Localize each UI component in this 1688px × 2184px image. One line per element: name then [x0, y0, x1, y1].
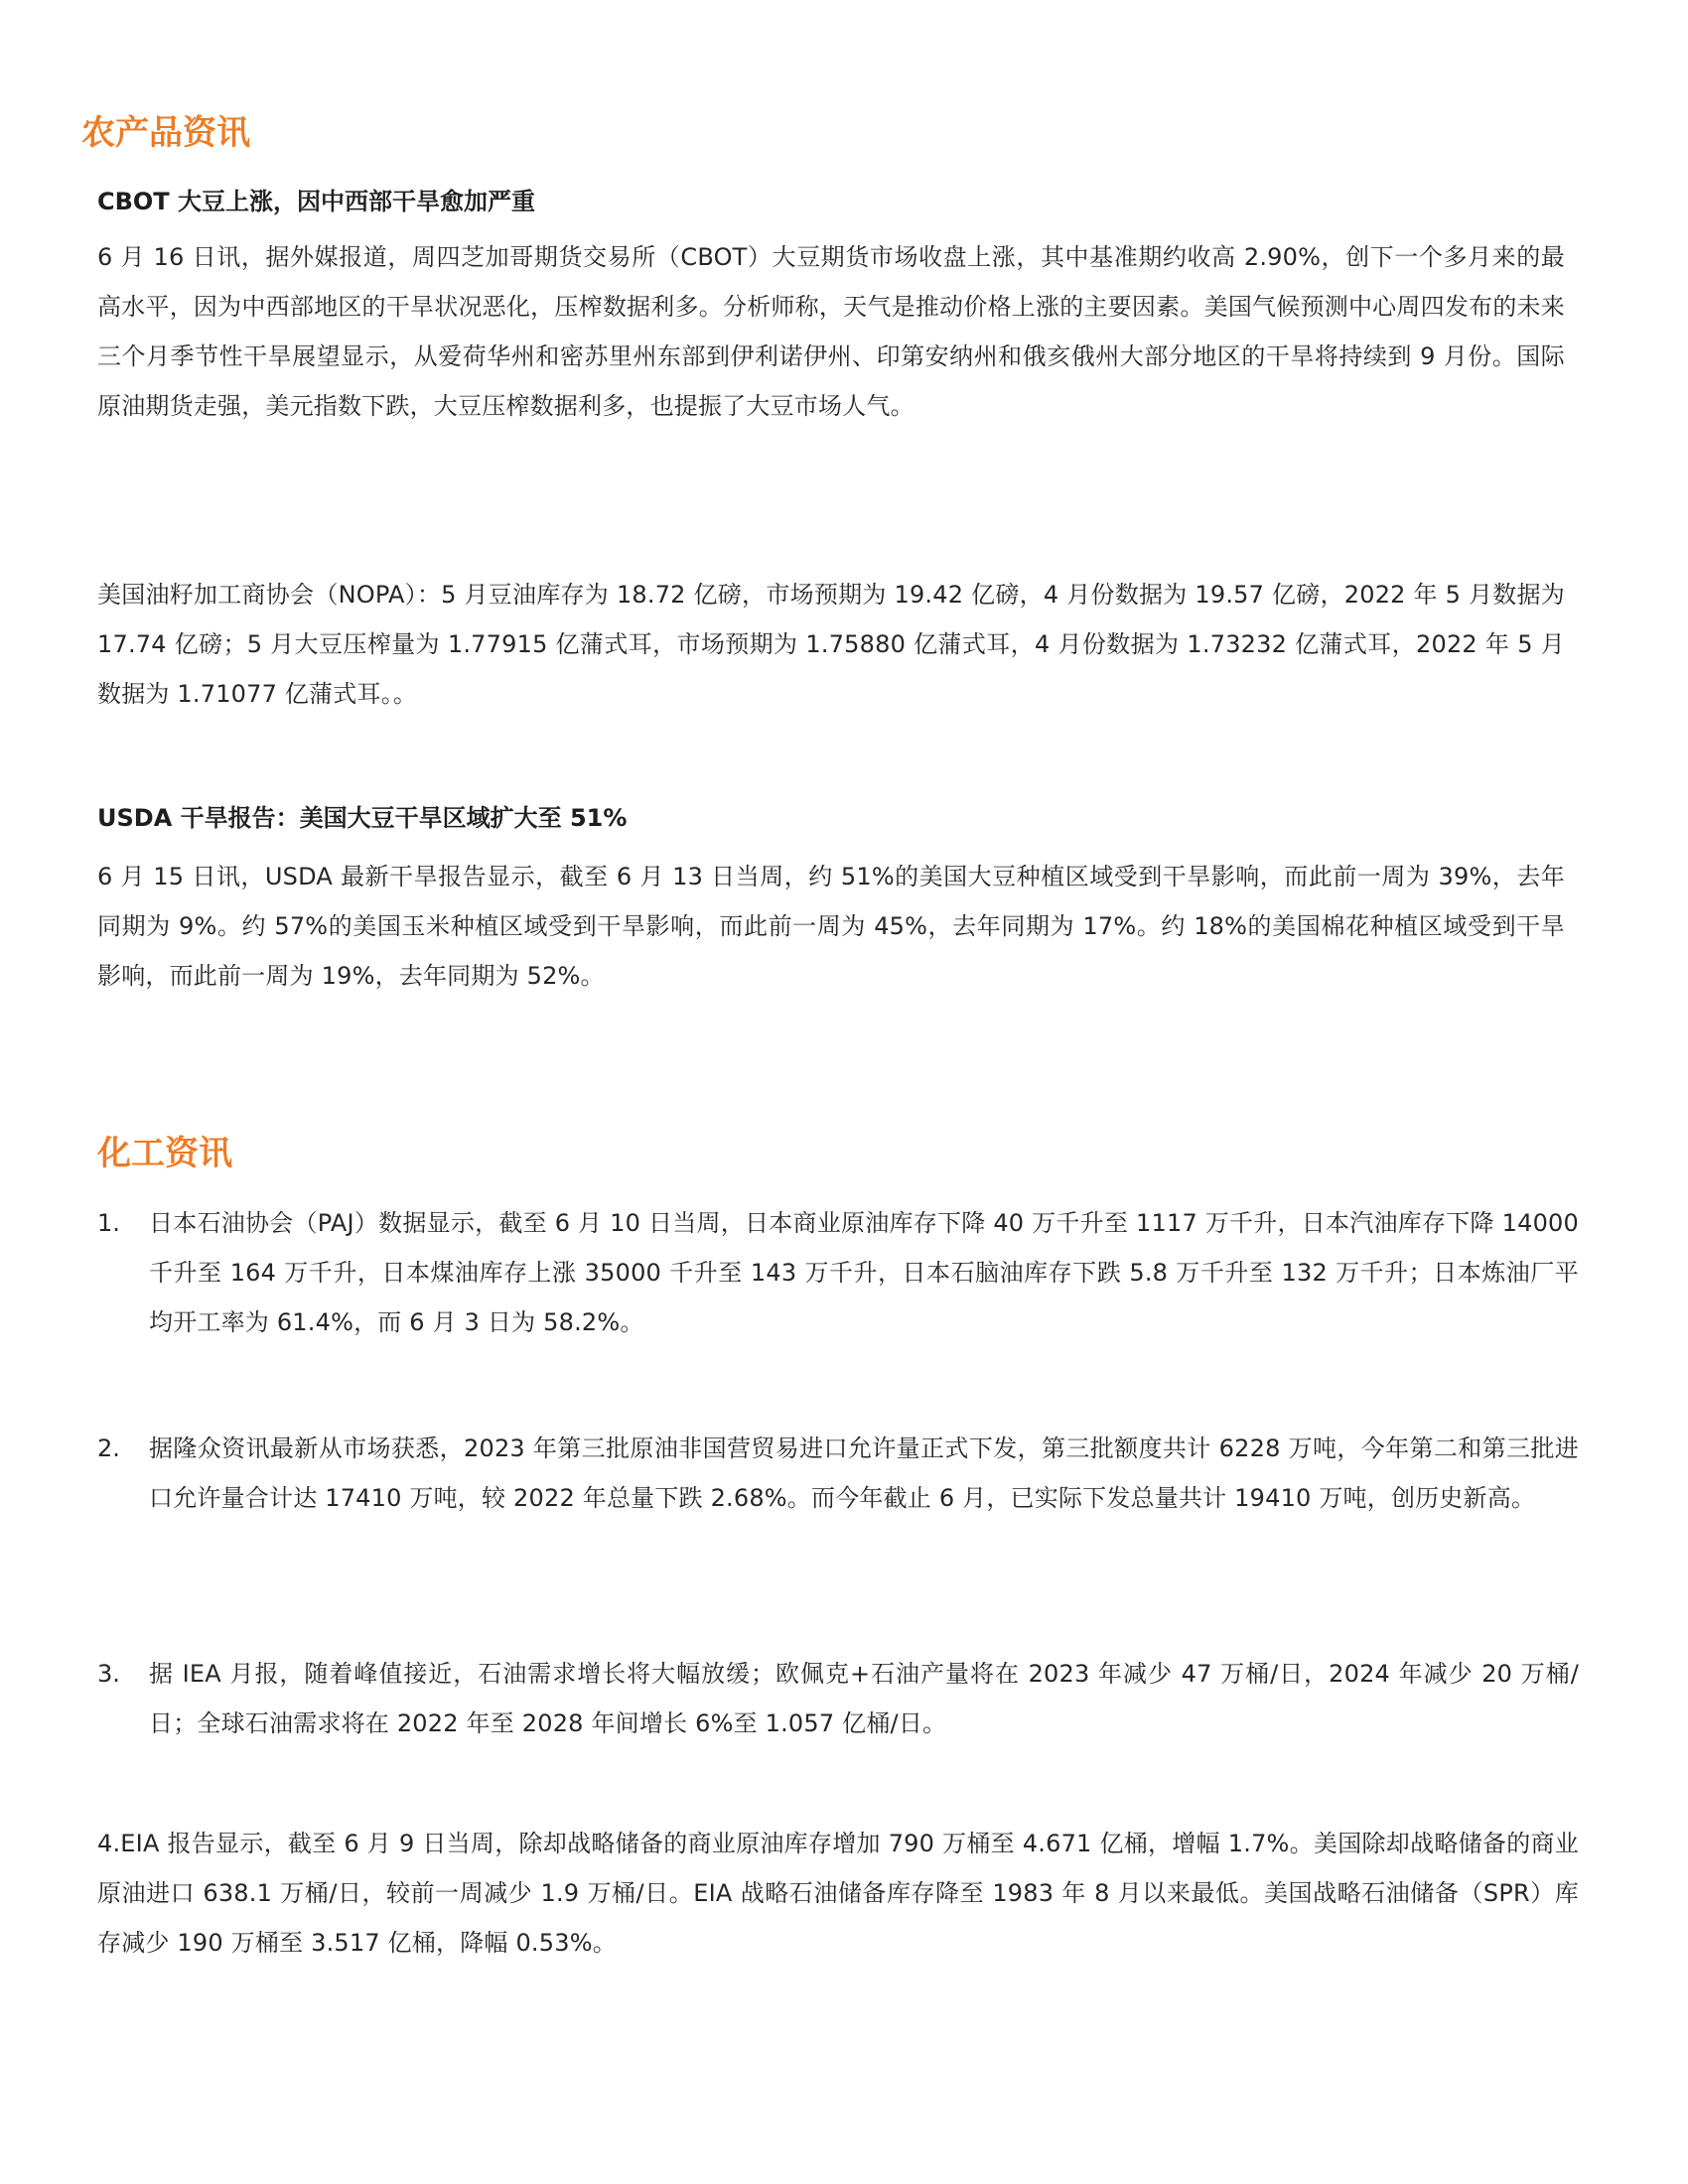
list-item-eia-report: 4.EIA 报告显示，截至 6 月 9 日当周，除却战略储备的商业原油库存增加 790 万桶至 4.671 亿桶，增幅 1.7%。美国除却战略储备的商业原油进口 638.1 万桶/日，较前一周减少 1.9 万桶/日。EIA 战略石油储备库存降至 1983 年 8 月以来最低。美国战略石油储备（SPR）库存减少 190 万桶至 3.517 亿桶，降幅 0.53%。: [97, 1830, 1579, 1957]
list-item-number: 1.: [97, 1209, 120, 1237]
article-paragraph-nopa: 美国油籽加工商协会（NOPA）：5 月豆油库存为 18.72 亿磅，市场预期为 19.42 亿磅，4 月份数据为 19.57 亿磅，2022 年 5 月数据为 17.74 亿磅；5 月大豆压榨量为 1.77915 亿蒲式耳，市场预期为 1.75880 亿蒲式耳，4 月份数据为 1.73232 亿蒲式耳，2022 年 5 月数据为 1.71077 亿蒲式耳。。: [97, 581, 1565, 708]
list-item-text: 日本石油协会（PAJ）数据显示，截至 6 月 10 日当周，日本商业原油库存下降 40 万千升至 1117 万千升，日本汽油库存下降 14000 千升至 164 万千升，日本煤油库存上涨 35000 千升至 143 万千升，日本石脑油库存下跌 5.8 万千升至 132 万千升；日本炼油厂平均开工率为 61.4%，而 6 月 3 日为 58.2%。: [149, 1209, 1579, 1336]
section-heading-agriculture: 农产品资讯: [81, 113, 250, 153]
list-item: [97, 1649, 1579, 1748]
list-item: [97, 1198, 1579, 1347]
section-heading-chemical: 化工资讯: [97, 1134, 232, 1173]
list-item-text: 据 IEA 月报，随着峰值接近，石油需求增长将大幅放缓；欧佩克+石油产量将在 2023 年减少 47 万桶/日，2024 年减少 20 万桶/日；全球石油需求将在 2022 年至 2028 年间增长 6%至 1.057 亿桶/日。: [149, 1660, 1579, 1737]
article-title-usda-drought: USDA 干旱报告：美国大豆干旱区域扩大至 51%: [97, 804, 628, 832]
article-paragraph-usda-drought: 6 月 15 日讯，USDA 最新干旱报告显示，截至 6 月 13 日当周，约 51%的美国大豆种植区域受到干旱影响，而此前一周为 39%，去年同期为 9%。约 57%的美国玉米种植区域受到干旱影响，而此前一周为 45%，去年同期为 17%。约 18%的美国棉花种植区域受到干旱影响，而此前一周为 19%，去年同期为 52%。: [97, 863, 1565, 990]
article-paragraph-cbot-soybean: 6 月 16 日讯，据外媒报道，周四芝加哥期货交易所（CBOT）大豆期货市场收盘上涨，其中基准期约收高 2.90%，创下一个多月来的最高水平，因为中西部地区的干旱状况恶化，压榨数据利多。分析师称，天气是推动价格上涨的主要因素。美国气候预测中心周四发布的未来三个月季节性干旱展望显示，从爱荷华州和密苏里州东部到伊利诺伊州、印第安纳州和俄亥俄州大部分地区的干旱将持续到 9 月份。国际原油期货走强，美元指数下跌，大豆压榨数据利多，也提振了大豆市场人气。: [97, 243, 1565, 420]
list-item: [97, 1424, 1579, 1523]
list-item-text: 据隆众资讯最新从市场获悉，2023 年第三批原油非国营贸易进口允许量正式下发，第三批额度共计 6228 万吨，今年第二和第三批进口允许量合计达 17410 万吨，较 2022 年总量下跌 2.68%。而今年截止 6 月，已实际下发总量共计 19410 万吨，创历史新高。: [149, 1434, 1579, 1512]
list-item-number: 2.: [97, 1434, 120, 1462]
list-item-number: 3.: [97, 1660, 120, 1688]
article-title-cbot-soybean: CBOT 大豆上涨，因中西部干旱愈加严重: [97, 188, 536, 215]
